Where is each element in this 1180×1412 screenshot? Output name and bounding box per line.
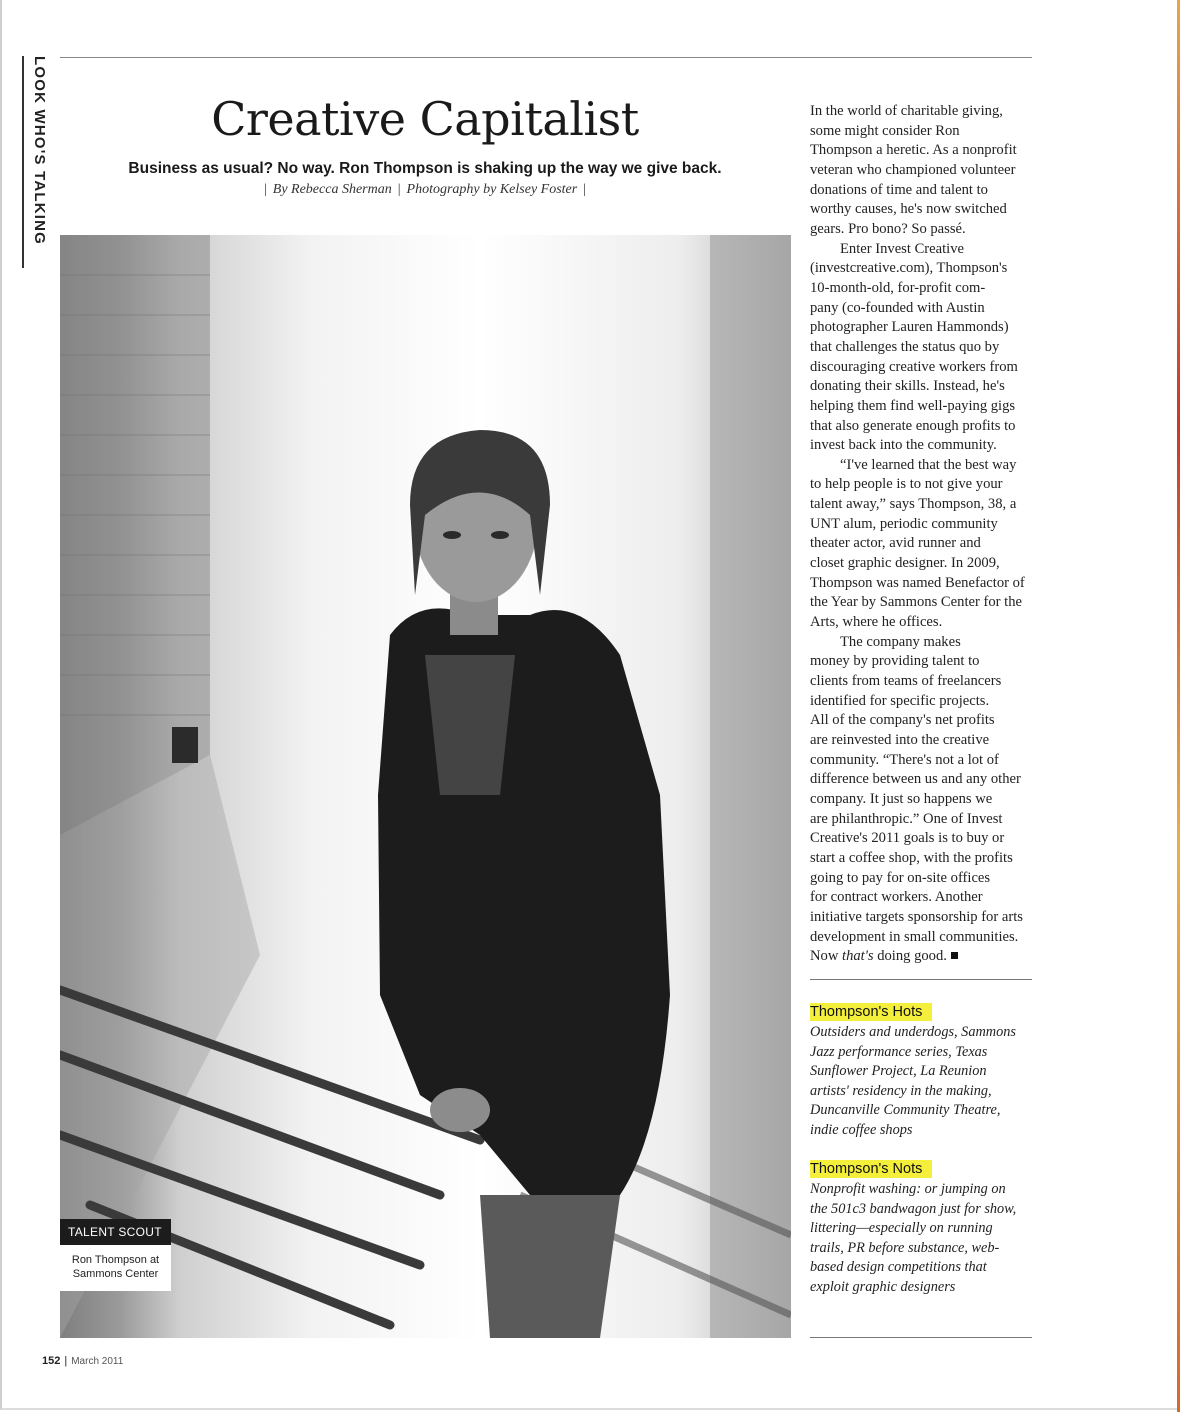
body-line: are reinvested into the creative xyxy=(810,732,990,748)
blurred-column xyxy=(710,235,791,1338)
body-line: Arts, where he offices. xyxy=(810,614,943,631)
section-label: LOOK WHO'S TALKING xyxy=(31,56,48,246)
person-hand xyxy=(430,1088,490,1132)
body-line: veteran who championed volunteer xyxy=(810,161,1016,178)
body-last-post: doing good. xyxy=(873,948,947,965)
body-line: talent away,” says Thompson, 38, a xyxy=(810,496,1017,513)
hots-line: artists' residency in the making, xyxy=(810,1082,992,1099)
hots-line: indie coffee shops xyxy=(810,1121,913,1138)
headline: Creative Capitalist xyxy=(211,92,639,146)
body-line: Thompson a heretic. As a nonprofit xyxy=(810,142,1017,159)
body-line: community. “There's not a lot of xyxy=(810,751,999,768)
caption-tag: TALENT SCOUT xyxy=(60,1219,171,1245)
body-line: pany (co-founded with Austin xyxy=(810,299,985,316)
nots-list xyxy=(810,1180,1040,1298)
byline-bar-right: | xyxy=(583,182,587,197)
person-jacket xyxy=(378,608,670,1195)
body-last-line xyxy=(810,947,1042,967)
body-line: Enter Invest Creative xyxy=(840,240,964,257)
hots-line: Duncanville Community Theatre, xyxy=(810,1102,1001,1119)
body-line: Creative's 2011 goals is to buy or xyxy=(810,830,1005,847)
body-line: (investcreative.com), Thompson's xyxy=(810,260,1008,277)
top-rule xyxy=(60,57,1032,58)
article-body xyxy=(810,102,1042,967)
body-line: money by providing talent to xyxy=(810,653,980,670)
byline-author: By Rebecca Sherman xyxy=(272,182,392,197)
body-line: to help people is to not give your xyxy=(810,476,1003,493)
body-line: 10-month-old, for-profit com- xyxy=(810,279,986,296)
nots-title: Thompson's Nots xyxy=(810,1160,932,1178)
caption-text xyxy=(60,1245,171,1291)
caption-line-2: Sammons Center xyxy=(72,1268,159,1280)
hots-line: Jazz performance series, Texas xyxy=(810,1043,988,1060)
body-line: development in small communities. xyxy=(810,928,1019,945)
byline-bar-left: | xyxy=(263,182,267,197)
hots-line: Sunflower Project, La Reunion xyxy=(810,1063,987,1080)
paragraph-1 xyxy=(810,102,1042,240)
body-line: helping them find well-paying gigs xyxy=(810,397,1016,414)
body-line: identified for specific projects. xyxy=(810,692,990,709)
folio xyxy=(42,1355,123,1367)
portrait-photo xyxy=(60,235,791,1338)
body-line: the Year by Sammons Center for the xyxy=(810,594,1022,611)
body-line: start a coffee shop, with the profits xyxy=(810,849,1013,866)
photo-caption xyxy=(60,1219,171,1291)
body-line: “I've learned that the best way xyxy=(840,456,1017,473)
page-number: 152 xyxy=(42,1355,61,1367)
body-line: All of the company's net profits xyxy=(810,712,995,729)
body-line: photographer Lauren Hammonds) xyxy=(810,319,1009,336)
end-mark-icon xyxy=(951,952,958,959)
caption-line-1: Ron Thompson at xyxy=(71,1254,160,1266)
body-line: closet graphic designer. In 2009, xyxy=(810,555,1000,572)
body-line: that also generate enough profits to xyxy=(810,417,1016,434)
hots-line: Outsiders and underdogs, Sammons xyxy=(810,1024,1016,1040)
body-line: donations of time and talent to xyxy=(810,181,988,198)
body-last-em: that's xyxy=(842,948,874,965)
body-line: UNT alum, periodic community xyxy=(810,515,998,532)
byline-photographer: Photography by Kelsey Foster xyxy=(406,182,578,197)
paragraph-3 xyxy=(810,456,1042,633)
section-tab-rule xyxy=(22,56,24,268)
person-jeans xyxy=(480,1195,620,1338)
paragraph-4 xyxy=(810,633,1042,967)
sidebar-rule-bottom xyxy=(810,1337,1032,1338)
body-line: theater actor, avid runner and xyxy=(810,535,981,552)
person-eye-right xyxy=(491,531,509,539)
person-eye-left xyxy=(443,531,461,539)
nots-line: littering—especially on running xyxy=(810,1220,993,1237)
issue-date: March 2011 xyxy=(71,1356,124,1367)
hots-list xyxy=(810,1023,1040,1141)
body-line: In the world of charitable giving, xyxy=(810,103,1003,119)
body-line: difference between us and any other xyxy=(810,771,1021,788)
body-line: clients from teams of freelancers xyxy=(810,673,1002,690)
sidebar-rule-top xyxy=(810,979,1032,980)
body-line: initiative targets sponsorship for arts xyxy=(810,908,1023,925)
body-line: invest back into the community. xyxy=(810,437,997,454)
person-shirt xyxy=(425,655,515,795)
folio-separator: | xyxy=(64,1355,68,1367)
body-line: for contract workers. Another xyxy=(810,889,983,906)
nots-line: the 501c3 bandwagon just for show, xyxy=(810,1200,1017,1217)
body-line: some might consider Ron xyxy=(810,122,960,139)
wall-lamp xyxy=(172,727,198,763)
body-line: donating their skills. Instead, he's xyxy=(810,378,1005,395)
body-line: worthy causes, he's now switched xyxy=(810,201,1007,218)
nots-line: exploit graphic designers xyxy=(810,1278,956,1295)
body-line: The company makes xyxy=(840,633,961,650)
byline-bar-mid: | xyxy=(397,182,401,197)
nots-line: Nonprofit washing: or jumping on xyxy=(810,1181,1006,1197)
body-line: are philanthropic.” One of Invest xyxy=(810,810,1003,827)
body-line: going to pay for on-site offices xyxy=(810,869,991,886)
deck: Business as usual? No way. Ron Thompson is shaking up the way we give back. xyxy=(128,160,722,177)
byline xyxy=(60,182,790,198)
body-line: discouraging creative workers from xyxy=(810,358,1018,375)
body-line: company. It just so happens we xyxy=(810,790,993,807)
portrait-illustration xyxy=(60,235,791,1338)
nots-line: trails, PR before substance, web- xyxy=(810,1239,1000,1256)
nots-line: based design competitions that xyxy=(810,1259,987,1276)
paragraph-2 xyxy=(810,240,1042,456)
body-last-pre: Now xyxy=(810,948,843,965)
body-line: gears. Pro bono? So passé. xyxy=(810,220,966,237)
hots-title: Thompson's Hots xyxy=(810,1003,932,1021)
body-line: that challenges the status quo by xyxy=(810,338,1000,355)
body-line: Thompson was named Benefactor of xyxy=(810,574,1025,591)
